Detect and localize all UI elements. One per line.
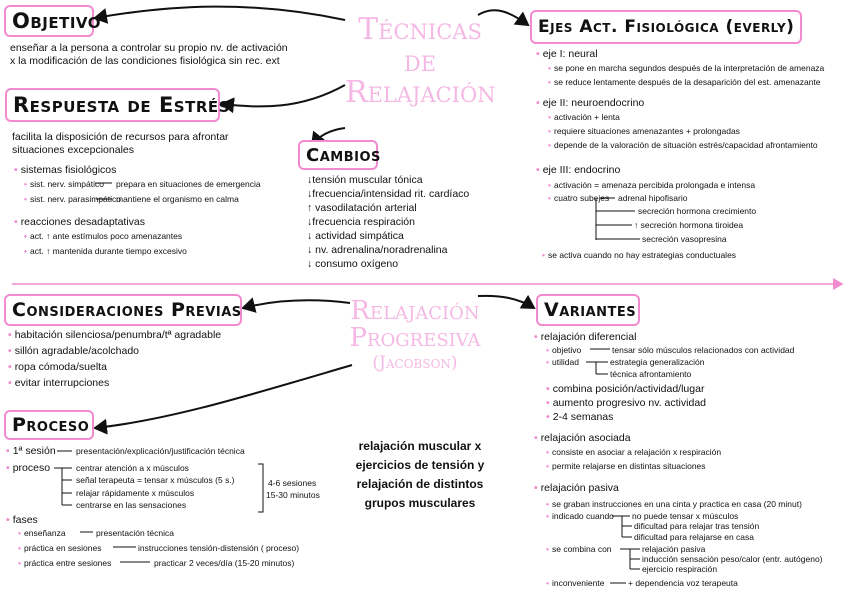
respuesta-simpatico-note: prepara en situaciones de emergencia bbox=[116, 179, 261, 189]
proceso-p4: centrarse en las sensaciones bbox=[76, 500, 187, 510]
proceso-dur2: 15-30 minutos bbox=[266, 490, 320, 500]
variantes-ind2: dificultad para relajar tras tensión bbox=[634, 521, 760, 531]
ejes-eje3-c: • se activa cuando no hay estrategias conductuales bbox=[542, 250, 737, 260]
ejes-title: Ejes Act. Fisiológica (everly) bbox=[530, 10, 802, 44]
respuesta-act1: • act. ↑ ante estímulos poco amenazantes bbox=[24, 231, 183, 241]
proceso-f2-note: instrucciones tensión-distensión ( proceso) bbox=[138, 543, 300, 553]
ejes-eje2-a: • activación + lenta bbox=[548, 112, 620, 122]
proceso-f1: • enseñanza bbox=[18, 528, 66, 538]
cambios-item: ↓frecuencia respiración bbox=[307, 216, 415, 228]
variantes-semanas: • 2-4 semanas bbox=[546, 411, 614, 423]
center-title-top-line1: Técnicas de bbox=[358, 12, 482, 79]
center-title-bottom-line2: Progresiva bbox=[349, 323, 481, 354]
ejes-sub1: adrenal hipofisario bbox=[618, 193, 688, 203]
variantes-utilidad-a: estrategia generalización bbox=[610, 357, 705, 367]
ejes-eje2: • eje II: neuroendocrino bbox=[536, 97, 645, 109]
cambios-item: ↓tensión muscular tónica bbox=[307, 174, 423, 186]
variantes-pasiva-a: • se graban instrucciones en una cinta y practica en casa (20 minut) bbox=[546, 499, 802, 509]
objetivo-title: Objetivo bbox=[4, 5, 94, 37]
objetivo-line2: x la modificación de las condiciones fisiológica sin rec. ext bbox=[10, 55, 280, 67]
middle-line3: relajación de distintos bbox=[356, 477, 484, 491]
proceso-dur1: 4-6 sesiones bbox=[268, 478, 317, 488]
arrow-to-objetivo bbox=[95, 7, 345, 20]
cambios-item: ↑ vasodilatación arterial bbox=[307, 202, 417, 214]
proceso-f2: • práctica en sesiones bbox=[18, 543, 102, 553]
variantes-combina: • combina posición/actividad/lugar bbox=[546, 383, 705, 395]
variantes-objetivo: • objetivo bbox=[546, 345, 582, 355]
proceso-f3-note: practicar 2 veces/día (15-20 minutos) bbox=[154, 558, 295, 568]
objetivo-line1: enseñar a la persona a controlar su propio nv. de activación bbox=[10, 42, 288, 54]
respuesta-parasimpatico: • sist. nerv. parasimpático bbox=[24, 194, 121, 204]
variantes-asoc-a: • consiste en asociar a relajación x respiración bbox=[546, 447, 722, 457]
respuesta-title: Respuesta de Estrés bbox=[5, 88, 220, 122]
proceso-f1-note: presentación técnica bbox=[96, 528, 174, 538]
ejes-eje3: • eje III: endocrino bbox=[536, 164, 621, 176]
ejes-sub4: secreción vasopresina bbox=[642, 234, 727, 244]
respuesta-line2: situaciones excepcionales bbox=[12, 144, 134, 156]
variantes-asoc: • relajación asociada bbox=[534, 432, 631, 444]
variantes-comb2: inducción sensación peso/calor (entr. autógeno) bbox=[642, 554, 823, 564]
center-title-bottom-line1: Relajación bbox=[350, 296, 480, 326]
ejes-eje2-c: • depende de la valoración de situación estrés/capacidad afrontamiento bbox=[548, 140, 818, 150]
middle-line1: relajación muscular x bbox=[358, 439, 482, 453]
respuesta-parasimpatico-note: mantiene el organismo en calma bbox=[116, 194, 239, 204]
consideraciones-item: • evitar interrupciones bbox=[8, 377, 110, 389]
variantes-utilidad: • utilidad bbox=[546, 357, 579, 367]
center-title-top bbox=[345, 14, 495, 109]
proceso-sesion: • 1ª sesión bbox=[6, 445, 56, 457]
cambios-item: ↓ nv. adrenalina/noradrenalina bbox=[307, 244, 448, 256]
variantes-ind3: dificultad para relajarse en casa bbox=[634, 532, 755, 542]
arrow-to-consideraciones bbox=[243, 300, 350, 308]
consideraciones-item: • sillón agradable/acolchado bbox=[8, 345, 140, 357]
proceso-proceso: • proceso bbox=[6, 462, 51, 474]
variantes-comb1: relajación pasiva bbox=[642, 544, 706, 554]
middle-description bbox=[350, 437, 490, 513]
variantes-comb3: ejercicio respiración bbox=[642, 564, 718, 574]
respuesta-simpatico: • sist. nerv. simpático bbox=[24, 179, 104, 189]
consideraciones-title: Consideraciones Previas bbox=[4, 294, 242, 326]
cambios-item: ↓ consumo oxígeno bbox=[307, 258, 399, 270]
center-title-bottom bbox=[340, 298, 490, 372]
proceso-sesion-note: presentación/explicación/justificación técnica bbox=[76, 446, 245, 456]
consideraciones-item: • habitación silenciosa/penumbra/tª agradable bbox=[8, 329, 222, 341]
arrow-to-proceso bbox=[95, 365, 352, 428]
ejes-eje3-b: • cuatro subejes bbox=[548, 193, 610, 203]
variantes-pasiva: • relajación pasiva bbox=[534, 482, 619, 494]
respuesta-sistemas: • sistemas fisiológicos bbox=[14, 164, 117, 176]
proceso-f3: • práctica entre sesiones bbox=[18, 558, 112, 568]
ejes-eje2-b: • requiere situaciones amenazantes + prolongadas bbox=[548, 126, 740, 136]
respuesta-act2: • act. ↑ mantenida durante tiempo excesivo bbox=[24, 246, 187, 256]
cambios-item: ↓frecuencia/intensidad rit. cardíaco bbox=[307, 188, 470, 200]
variantes-utilidad-b: técnica afrontamiento bbox=[610, 369, 692, 379]
cambios-item: ↓ actividad simpática bbox=[307, 230, 404, 242]
variantes-objetivo-note: tensar sólo músculos relacionados con actividad bbox=[612, 345, 795, 355]
variantes-asoc-b: • permite relajarse en distintas situaciones bbox=[546, 461, 706, 471]
ejes-eje1-b: • se reduce lentamente después de la desaparición del est. amenazante bbox=[548, 77, 821, 87]
consideraciones-item: • ropa cómoda/suelta bbox=[8, 361, 107, 373]
middle-line2: ejercicios de tensión y bbox=[355, 458, 485, 472]
variantes-inconv: • inconveniente bbox=[546, 578, 605, 588]
respuesta-line1: facilita la disposición de recursos para afrontar bbox=[12, 131, 229, 143]
variantes-ind1: no puede tensar x músculos bbox=[632, 511, 739, 521]
ejes-eje1-a: • se pone en marcha segundos después de la interpretación de amenaza bbox=[548, 63, 825, 73]
center-title-top-line2: Relajación bbox=[345, 75, 496, 110]
variantes-combina2: • se combina con bbox=[546, 544, 612, 554]
proceso-title: Proceso bbox=[4, 410, 94, 440]
variantes-aumento: • aumento progresivo nv. actividad bbox=[546, 397, 706, 409]
ejes-sub3: ↑ secreción hormona tiroidea bbox=[634, 220, 744, 230]
cambios-title: Cambios bbox=[298, 140, 378, 170]
variantes-title: Variantes bbox=[536, 294, 640, 326]
ejes-sub2: secreción hormona crecimiento bbox=[638, 206, 757, 216]
variantes-inconv-note: + dependencia voz terapeuta bbox=[628, 578, 738, 588]
middle-line4: grupos musculares bbox=[364, 496, 476, 510]
variantes-indicado: • indicado cuando bbox=[546, 511, 614, 521]
center-title-bottom-line3: (Jacobson) bbox=[372, 352, 458, 373]
ejes-eje3-a: • activación = amenaza percibida prolongada e intensa bbox=[548, 180, 756, 190]
proceso-p2: señal terapeuta = tensar x músculos (5 s.) bbox=[76, 475, 235, 485]
arrow-to-respuesta bbox=[222, 85, 345, 106]
proceso-p1: centrar atención a x músculos bbox=[76, 463, 189, 473]
proceso-fases: • fases bbox=[6, 514, 38, 526]
ejes-eje1: • eje I: neural bbox=[536, 48, 598, 60]
proceso-p3: relajar rápidamente x músculos bbox=[76, 488, 195, 498]
variantes-dif: • relajación diferencial bbox=[534, 331, 637, 343]
respuesta-reacciones: • reacciones desadaptativas bbox=[14, 216, 146, 228]
